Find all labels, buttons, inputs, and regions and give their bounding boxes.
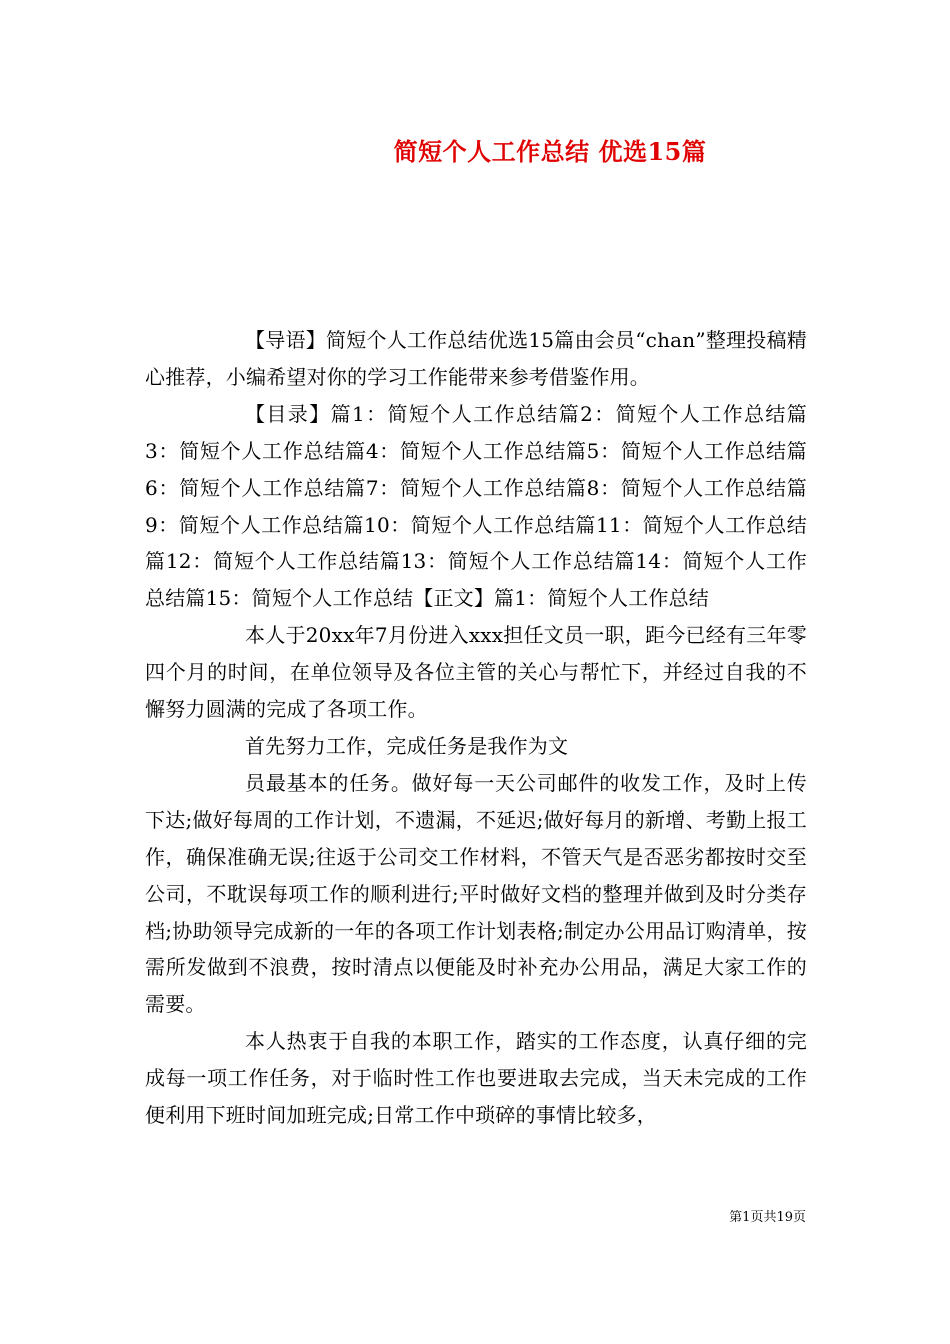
- page-number-footer: 第1页共19页: [729, 1210, 806, 1225]
- paragraph-1: 本人于20xx年7月份进入xxx担任文员一职，距今已经有三年零四个月的时间，在单位领导及各位主管的关心与帮忙下，并经过自我的不懈努力圆满的完成了各项工作。: [145, 623, 807, 722]
- paragraph-table-of-contents: 【目录】篇1：简短个人工作总结篇2：简短个人工作总结篇3：简短个人工作总结篇4：简短个人工作总结篇5：简短个人工作总结篇6：简短个人工作总结篇7：简短个人工作总结篇8：简短个人工作总结篇9：简短个人工作总结篇10：简短个人工作总结篇11：简短个人工作总结篇12：简短个人工作总结篇13：简短个人工作总结篇14：简短个人工作总结篇15：简短个人工作总结【正文】篇1：简短个人工作总结: [145, 401, 807, 611]
- paragraph-2-continued: 员最基本的任务。做好每一天公司邮件的收发工作，及时上传下达;做好每周的工作计划，不遗漏，不延迟;做好每月的新增、考勤上报工作，确保准确无误;往返于公司交工作材料，不管天气是否恶劣都按时交至公司，不耽误每项工作的顺利进行;平时做好文档的整理并做到及时分类存档;协助领导完成新的一年的各项工作计划表格;制定办公用品订购清单，按需所发做到不浪费，按时清点以便能及时补充办公用品，满足大家工作的需要。: [145, 770, 807, 1017]
- document-title: 简短个人工作总结 优选15篇: [393, 137, 707, 166]
- paragraph-3: 本人热衷于自我的本职工作，踏实的工作态度，认真仔细的完成每一项工作任务，对于临时性工作也要进取去完成，当天未完成的工作便利用下班时间加班完成;日常工作中琐碎的事情比较多，: [145, 1029, 807, 1128]
- document-body: [145, 322, 807, 1134]
- paragraph-intro: 【导语】简短个人工作总结优选15篇由会员“chan”整理投稿精心推荐，小编希望对你的学习工作能带来参考借鉴作用。: [145, 328, 807, 389]
- paragraph-2-start: 首先努力工作，完成任务是我作为文: [245, 733, 569, 758]
